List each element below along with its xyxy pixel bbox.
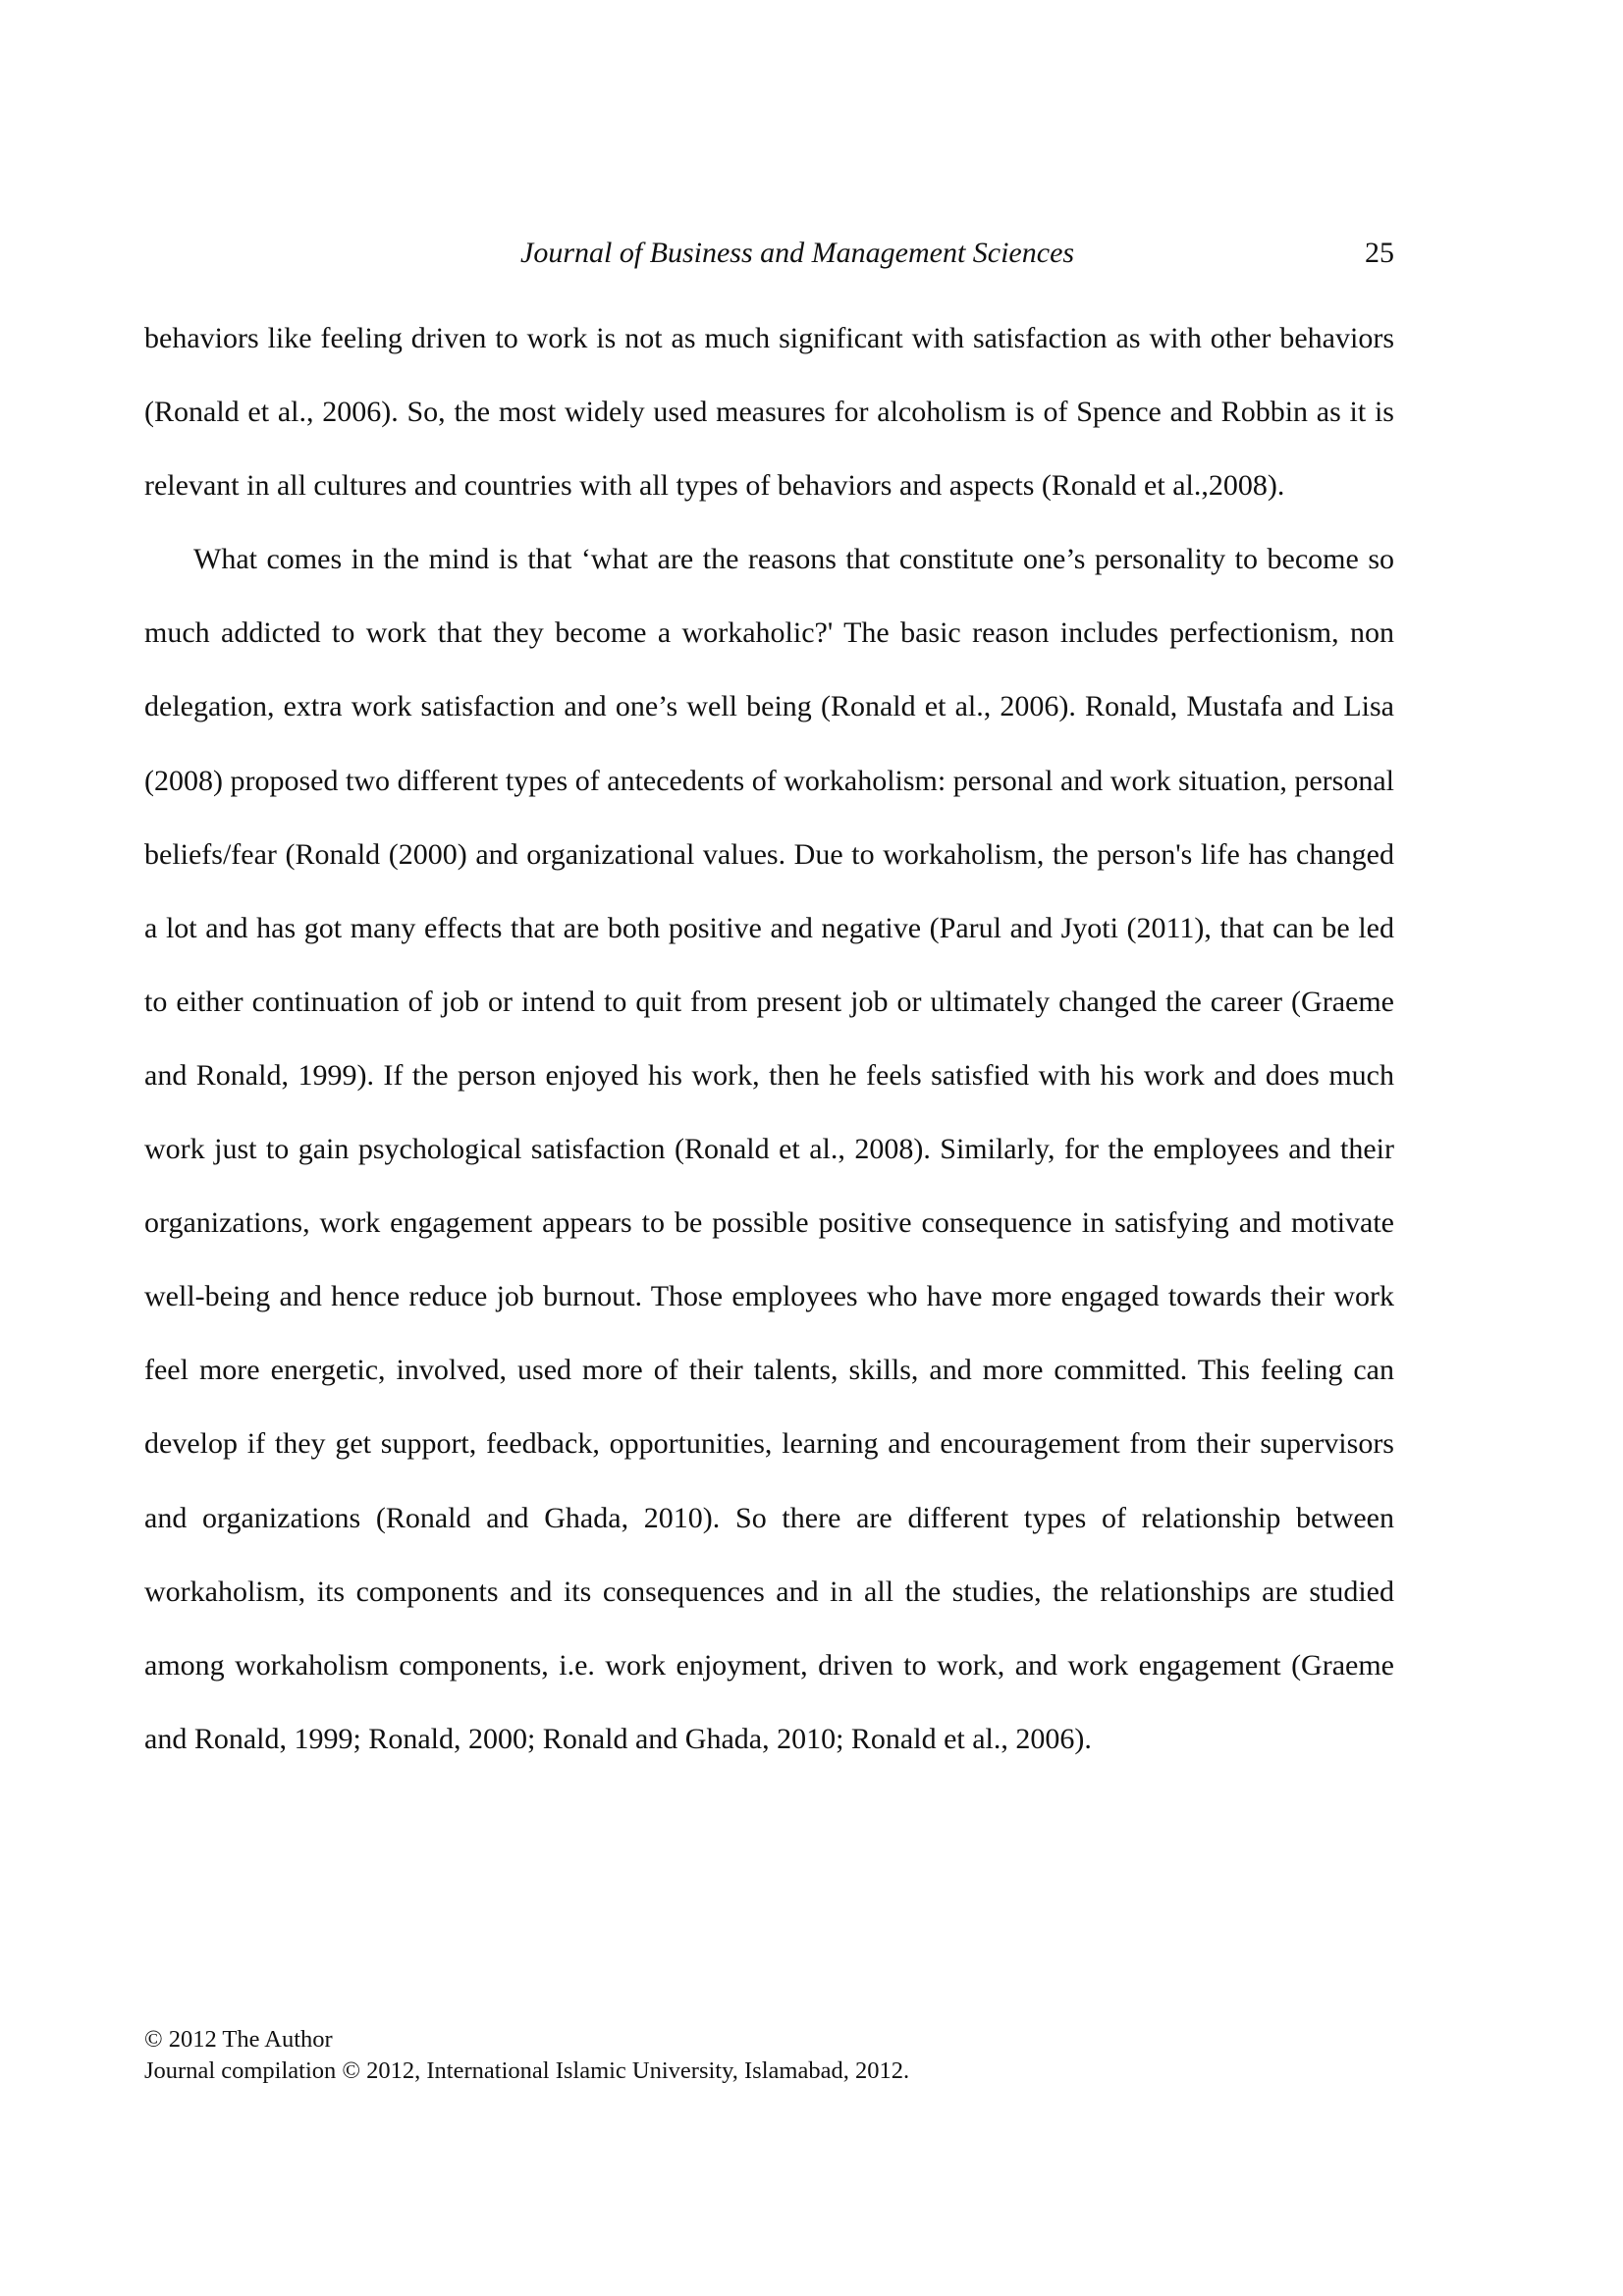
journal-compilation-line: Journal compilation © 2012, International Islamic University, Islamabad, 2012. [144,2057,910,2084]
copyright-line: © 2012 The Author [144,2026,333,2053]
running-header [0,234,1623,273]
page-footer [144,2024,909,2087]
body-text [144,301,1394,1776]
page-number: 25 [1365,237,1394,269]
journal-title: Journal of Business and Management Sciences [520,237,1075,269]
paragraph-workaholism-reasons: What comes in the mind is that ‘what are the reasons that constitute one’s personality to become so much addicted to work that they become a workaholic?' The basic reason includes perfectionism, non delegation, extra work satisfaction and one’s well being (Ronald et al., 2006). Ronald, Mustafa and Lisa (2008) proposed two different types of antecedents of workaholism: personal and work situation, personal beliefs/fear (Ronald (2000) and organizational values. Due to workaholism, the person's life has changed a lot and has got many effects that are both positive and negative (Parul and Jyoti (2011), that can be led to either continuation of job or intend to quit from present job or ultimately changed the career (Graeme and Ronald, 1999). If the person enjoyed his work, then he feels satisfied with his work and does much work just to gain psychological satisfaction (Ronald et al., 2008). Similarly, for the employees and their organizations, work engagement appears to be possible positive consequence in satisfying and motivate well-being and hence reduce job burnout. Those employees who have more engaged towards their work feel more energetic, involved, used more of their talents, skills, and more committed. This feeling can develop if they get support, feedback, opportunities, learning and encouragement from their supervisors and organizations (Ronald and Ghada, 2010). So there are different types of relationship between workaholism, its components and its consequences and in all the studies, the relationships are studied among workaholism components, i.e. work enjoyment, driven to work, and work engagement (Graeme and Ronald, 1999; Ronald, 2000; Ronald and Ghada, 2010; Ronald et al., 2006). [144,543,1394,1755]
paragraph-continued: behaviors like feeling driven to work is not as much significant with satisfaction as with other behaviors (Ronald et al., 2006). So, the most widely used measures for alcoholism is of Spence and Robbin as it is relevant in all cultures and countries with all types of behaviors and aspects (Ronald et al.,2008). [144,322,1394,503]
